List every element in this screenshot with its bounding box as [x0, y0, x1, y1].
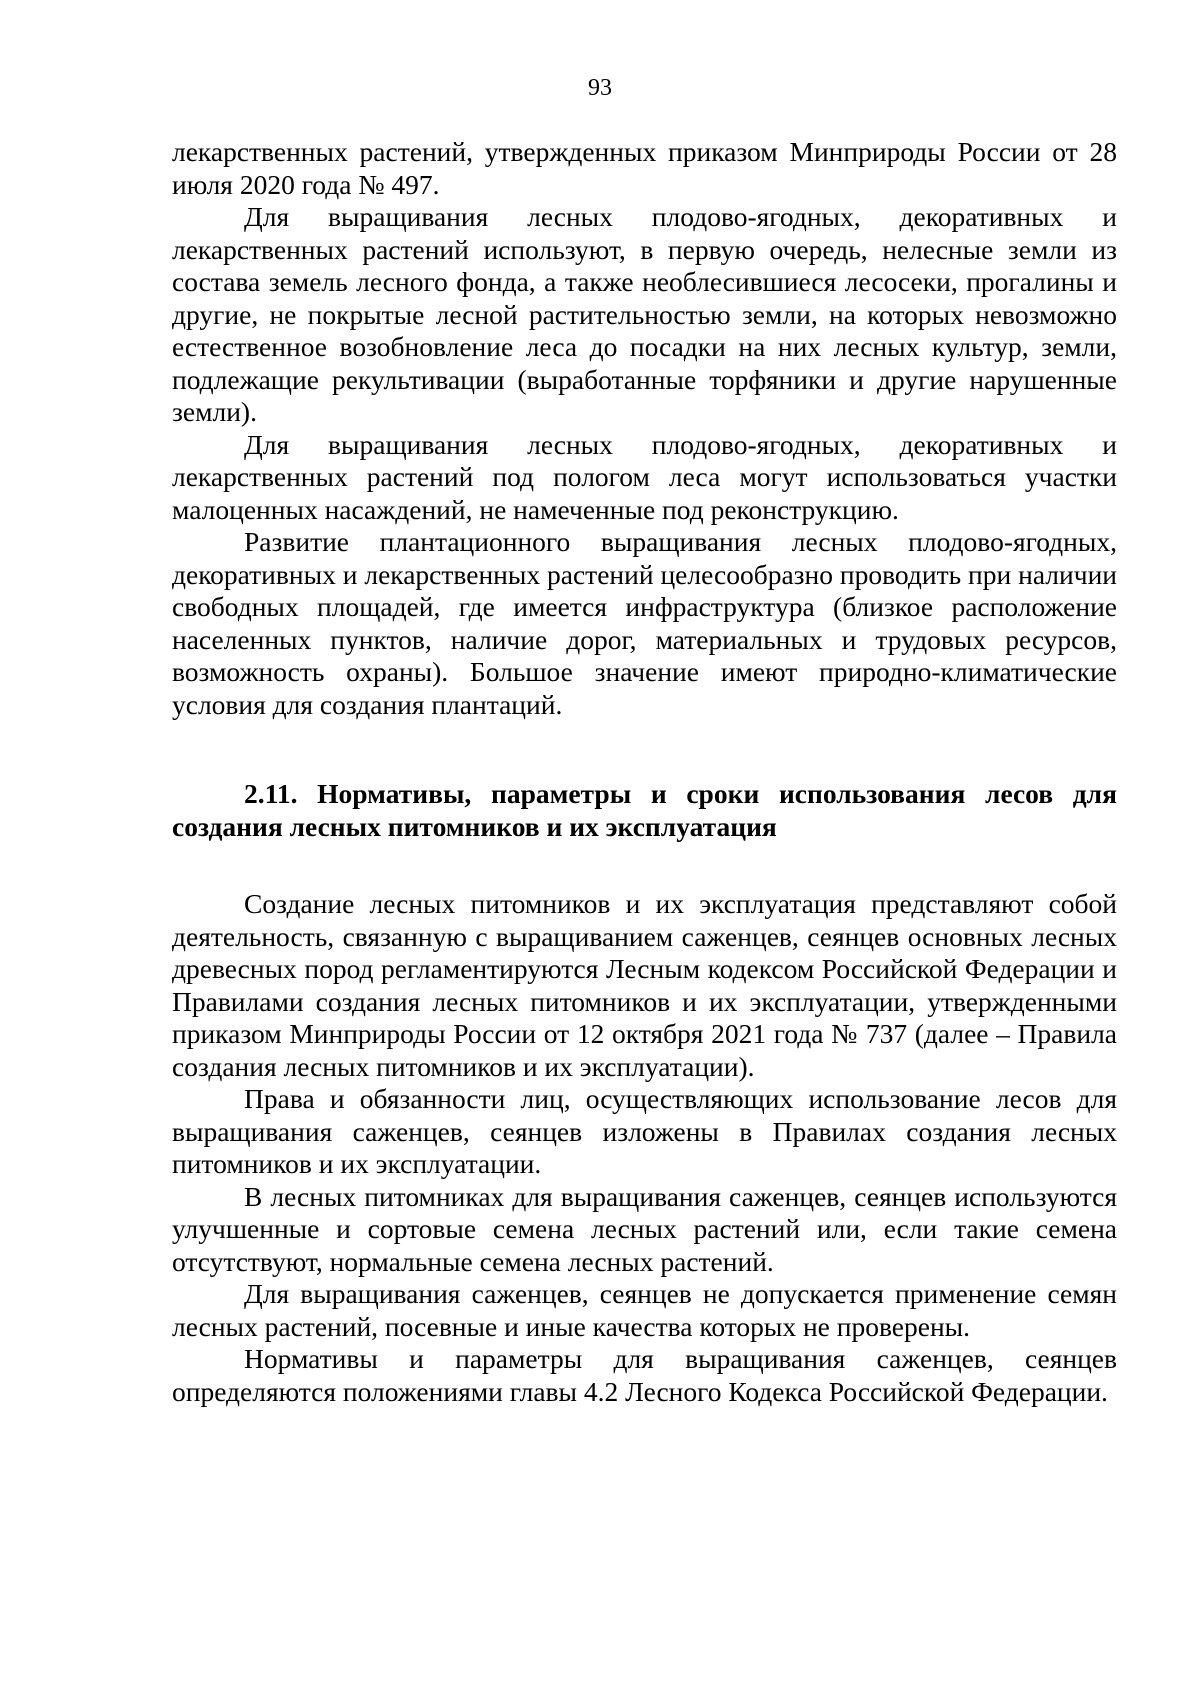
- page-number: 93: [588, 75, 612, 101]
- paragraph: Для выращивания саженцев, сеянцев не допускается применение семян лесных растений, посевные и иные качества которых не проверены.: [172, 1278, 1117, 1342]
- text-block-forest-plants: [172, 136, 1117, 721]
- paragraph: Создание лесных питомников и их эксплуатация представляют собой деятельность, связанную с выращиванием саженцев, сеянцев основных лесных древесных пород регламентируются Лесным кодексом Российской Федерации и Правилами создания лесных питомников и их эксплуатации, утвержденными приказом Минприроды России от 12 октября 2021 года № 737 (далее – Правила создания лесных питомников и их эксплуатации).: [172, 888, 1117, 1082]
- paragraph: Нормативы и параметры для выращивания саженцев, сеянцев определяются положениями главы 4.2 Лесного Кодекса Российской Федерации.: [172, 1343, 1117, 1407]
- text-block-forest-nurseries: [172, 888, 1117, 1408]
- paragraph: Для выращивания лесных плодово-ягодных, декоративных и лекарственных растений используют, в первую очередь, нелесные земли из состава земель лесного фонда, а также необлесившиеся лесосеки, прогалины и другие, не покрытые лесной растительностью земли, на которых невозможно естественное возобновление леса до посадки на них лесных культур, земли, подлежащие рекультивации (выработанные торфяники и другие нарушенные земли).: [172, 201, 1117, 427]
- section-heading: 2.11. Нормативы, параметры и сроки использования лесов для создания лесных питомников и их эксплуатация: [172, 778, 1117, 842]
- paragraph: В лесных питомниках для выращивания саженцев, сеянцев используются улучшенные и сортовые семена лесных растений или, если такие семена отсутствуют, нормальные семена лесных растений.: [172, 1180, 1117, 1277]
- paragraph: Права и обязанности лиц, осуществляющих использование лесов для выращивания саженцев, сеянцев изложены в Правилах создания лесных питомников и их эксплуатации.: [172, 1083, 1117, 1179]
- paragraph: Развитие плантационного выращивания лесных плодово-ягодных, декоративных и лекарственных растений целесообразно проводить при наличии свободных площадей, где имеется инфраструктура (близкое расположение населенных пунктов, наличие дорог, материальных и трудовых ресурсов, возможность охраны). Большое значение имеют природно-климатические условия для создания плантаций.: [172, 526, 1117, 720]
- paragraph-continuation: лекарственных растений, утвержденных приказом Минприроды России от 28 июля 2020 года № 497.: [172, 136, 1117, 200]
- paragraph: Для выращивания лесных плодово-ягодных, декоративных и лекарственных растений под пологом леса могут использоваться участки малоценных насаждений, не намеченные под реконструкцию.: [172, 428, 1117, 525]
